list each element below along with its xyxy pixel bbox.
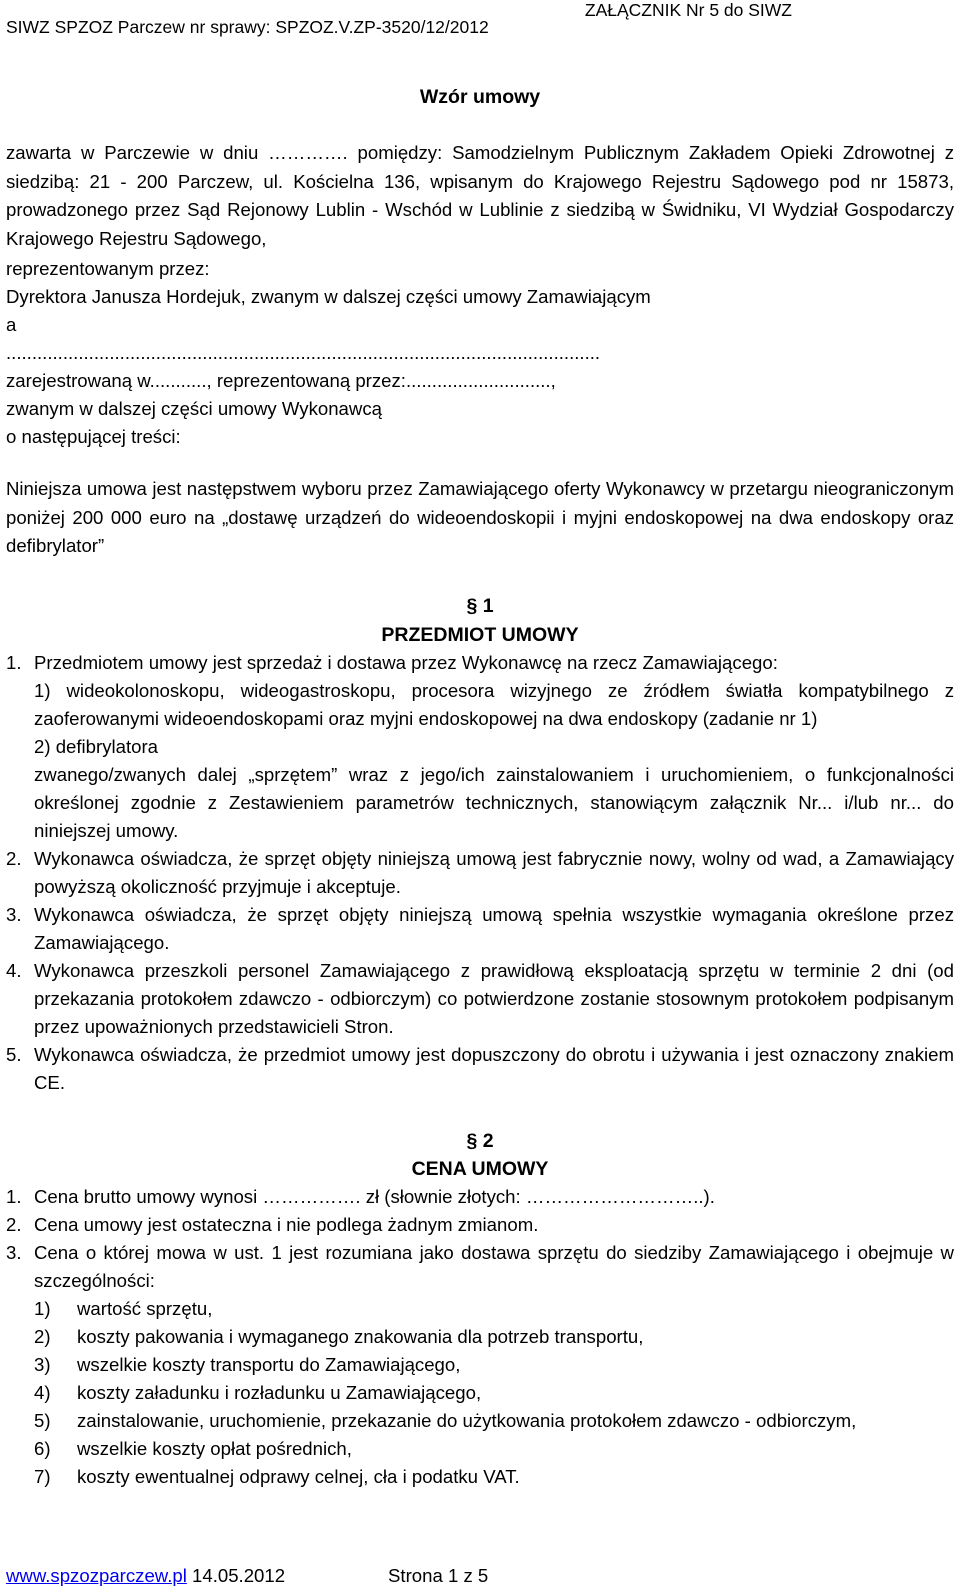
section2-heading: CENA UMOWY <box>411 1158 549 1180</box>
sub-list-item <box>6 1351 954 1379</box>
section2-number: § 2 <box>466 1130 494 1152</box>
intro-and: a <box>6 314 17 335</box>
item-text: Przedmiotem umowy jest sprzedaż i dostawa przez Wykonawcę na rzecz Zamawiającego: <box>34 652 778 673</box>
list-item <box>6 1183 954 1211</box>
document-header-left: SIWZ SPZOZ Parczew nr sprawy: SPZOZ.V.ZP-3520/12/2012 <box>6 17 489 37</box>
sub-item-number: 5) <box>34 1410 51 1431</box>
item-number: 2. <box>6 1214 22 1235</box>
page-number: Strona 1 z 5 <box>388 1565 489 1586</box>
list-item <box>6 649 954 677</box>
item-number: 2. <box>6 848 22 869</box>
preamble-paragraph: Niniejsza umowa jest następstwem wyboru przez Zamawiającego oferty Wykonawcy w przetargu nieograniczonym poniżej 200 000 euro na „dostawę urządzeń do wideoendoskopii i myjni endoskopowej na dwa endoskopy oraz defibrylator” <box>6 478 954 557</box>
section1-heading: PRZEDMIOT UMOWY <box>381 624 579 646</box>
document-header-right: ZAŁĄCZNIK Nr 5 do SIWZ <box>584 0 792 20</box>
sub-item-text: koszty ewentualnej odprawy celnej, cła i podatku VAT. <box>77 1466 520 1487</box>
footer-date: 14.05.2012 <box>186 1565 286 1586</box>
sub-item-text: wartość sprzętu, <box>77 1298 213 1319</box>
intro-content-follows: o następującej treści: <box>6 426 181 447</box>
intro-contractor-named: zwanym w dalszej części umowy Wykonawcą <box>6 398 382 419</box>
item-number: 1. <box>6 652 22 673</box>
sub-item-number: 4) <box>34 1382 51 1403</box>
list-item <box>6 761 954 845</box>
item-text: Wykonawca oświadcza, że sprzęt objęty niniejszą umową jest fabrycznie nowy, wolny od wad, a Zamawiający powyższą okoliczność przyjmuje i akceptuje. <box>34 848 954 897</box>
item-text: Cena umowy jest ostateczna i nie podlega żadnym zmianom. <box>34 1214 539 1235</box>
item-subpoint: 1) wideokolonoskopu, wideogastroskopu, procesora wizyjnego ze źródłem światła kompatybilnego z zaoferowanymi wideoendoskopami oraz myjni endoskopowej na dwa endoskopy (zadanie nr 1) <box>34 680 954 729</box>
sub-list-item <box>6 1407 954 1435</box>
item-text: Wykonawca przeszkoli personel Zamawiającego z prawidłową eksploatacją sprzętu w terminie 2 dni (od przekazania protokołem zdawczo - odbiorczym) co potwierdzone zostanie stosownym protokołem podpisanym przez upoważnionych przedstawicieli Stron. <box>34 960 954 1037</box>
intro-director: Dyrektora Janusza Hordejuk, zwanym w dalszej części umowy Zamawiającym <box>6 286 651 307</box>
item-number: 3. <box>6 1242 22 1263</box>
item-text: Wykonawca oświadcza, że sprzęt objęty niniejszą umową spełnia wszystkie wymagania określone przez Zamawiającego. <box>34 904 954 953</box>
document-title: Wzór umowy <box>419 86 541 108</box>
sub-item-text: koszty załadunku i rozładunku u Zamawiającego, <box>77 1382 482 1403</box>
sub-item-text: wszelkie koszty opłat pośrednich, <box>77 1438 352 1459</box>
intro-paragraph: zawarta w Parczewie w dniu …………. pomiędzy: Samodzielnym Publicznym Zakładem Opieki Zdrowotnej z siedzibą: 21 - 200 Parczew, ul. Kościelna 136, wpisanym do Krajowego Rejestru Sądowego pod nr 15873, prowadzonego przez Sąd Rejonowy Lublin - Wschód w Lublinie z siedzibą w Świdniku, VI Wydział Gospodarczy Krajowego Rejestru Sądowego, <box>6 142 954 249</box>
item-subpoint: 2) defibrylatora <box>34 736 159 757</box>
sub-item-number: 1) <box>34 1298 51 1319</box>
list-item <box>6 957 954 1041</box>
sub-item-number: 2) <box>34 1326 51 1347</box>
item-number: 3. <box>6 904 22 925</box>
intro-contractor-blank: ................................................................................................................... <box>6 342 601 363</box>
item-number: 1. <box>6 1186 22 1207</box>
list-item <box>6 1239 954 1295</box>
item-text: Cena brutto umowy wynosi ……………. zł (słownie złotych: ………………………..). <box>34 1186 715 1207</box>
intro-registered: zarejestrowaną w..........., reprezentowaną przez:............................, <box>6 370 556 391</box>
section2-list <box>6 1183 954 1491</box>
sub-item-text: zainstalowanie, uruchomienie, przekazanie do użytkowania protokołem zdawczo - odbiorczym, <box>77 1410 857 1431</box>
sub-list-item <box>6 1295 954 1323</box>
sub-item-number: 3) <box>34 1354 51 1375</box>
intro-represented-by: reprezentowanym przez: <box>6 258 210 279</box>
list-item <box>6 1041 954 1097</box>
item-number: 4. <box>6 960 22 981</box>
sub-item-text: koszty pakowania i wymaganego znakowania dla potrzeb transportu, <box>77 1326 644 1347</box>
sub-item-text: wszelkie koszty transportu do Zamawiającego, <box>77 1354 461 1375</box>
sub-list-item <box>6 1463 954 1491</box>
sub-list-item <box>6 1323 954 1351</box>
section1-list <box>6 649 954 1097</box>
section1-number: § 1 <box>466 595 494 617</box>
sub-item-number: 6) <box>34 1438 51 1459</box>
list-item <box>6 901 954 957</box>
sub-item-number: 7) <box>34 1466 51 1487</box>
website-link[interactable]: www.spzozparczew.pl <box>6 1565 187 1586</box>
sub-list-item <box>6 1435 954 1463</box>
list-item <box>6 1211 954 1239</box>
section2-sublist <box>6 1295 954 1491</box>
page-footer <box>6 1565 489 1587</box>
sub-list-item <box>6 1379 954 1407</box>
item-text: zwanego/zwanych dalej „sprzętem” wraz z jego/ich zainstalowaniem i uruchomieniem, o funkcjonalności określonej zgodnie z Zestawieniem parametrów technicznych, stanowiącym załącznik Nr... i/lub nr... do niniejszej umowy. <box>34 764 954 841</box>
item-text: Cena o której mowa w ust. 1 jest rozumiana jako dostawa sprzętu do siedziby Zamawiającego i obejmuje w szczególności: <box>34 1242 954 1291</box>
list-item <box>6 845 954 901</box>
item-text: Wykonawca oświadcza, że przedmiot umowy jest dopuszczony do obrotu i używania i jest oznaczony znakiem CE. <box>34 1044 954 1093</box>
list-item <box>6 733 954 761</box>
list-item <box>6 677 954 733</box>
item-number: 5. <box>6 1044 22 1065</box>
